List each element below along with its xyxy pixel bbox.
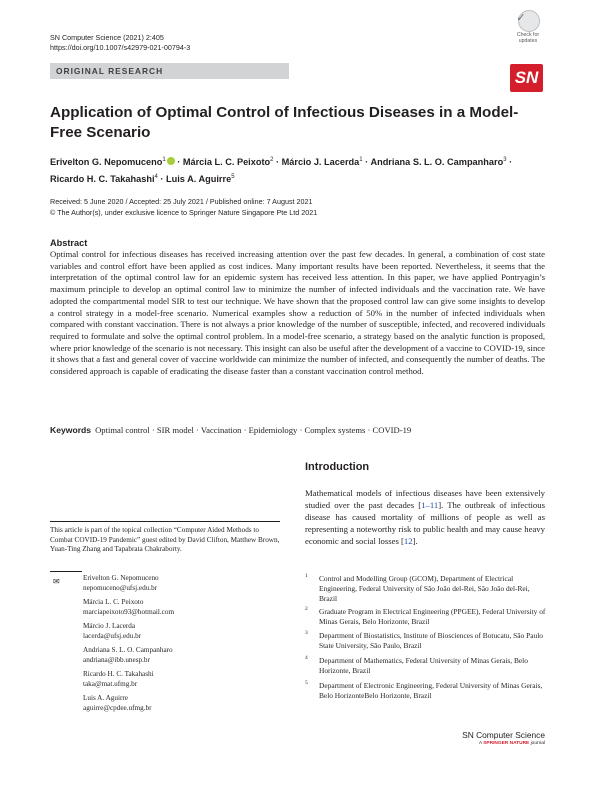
footer-journal-name: SN Computer Science xyxy=(462,730,545,740)
article-dates xyxy=(50,197,550,218)
intro-text-part: Mathematical models of infectious diseases have been extensively studied over the past decades [ xyxy=(305,488,545,510)
contact-name: Luis A. Aguirre xyxy=(83,694,128,702)
page-footer xyxy=(430,730,545,746)
publisher-prefix: A xyxy=(478,741,482,746)
author-affiliation-ref: 3 xyxy=(503,157,507,163)
affiliation-text: Graduate Program in Electrical Engineering (PPGEE), Federal University of Minas Gerais, Belo Horizonte, Brazil xyxy=(319,607,546,626)
author-affiliation-ref: 2 xyxy=(270,157,274,163)
author-affiliation-ref: 4 xyxy=(154,174,158,181)
author-separator: · xyxy=(506,157,513,168)
author-name[interactable]: Erivelton G. Nepomuceno xyxy=(50,157,163,168)
contact-name: Andriana S. L. O. Campanharo xyxy=(83,646,173,654)
divider xyxy=(50,571,82,572)
affiliation-text: Department of Mathematics, Federal University of Minas Gerais, Belo Horizonte, Brazil xyxy=(319,656,528,675)
checkmark-icon: ✓ xyxy=(516,12,526,24)
contact-email[interactable]: nepomuceno@ufsj.edu.br xyxy=(83,583,158,592)
doi-link[interactable]: https://doi.org/10.1007/s42979-021-00794-3 xyxy=(50,43,191,52)
publication-history: Received: 5 June 2020 / Accepted: 25 July 2021 / Published online: 7 August 2021 xyxy=(50,197,313,206)
introduction-text xyxy=(305,487,545,547)
copyright-line: © The Author(s), under exclusive licence to Springer Nature Singapore Pte Ltd 2021 xyxy=(50,207,318,217)
section-label-band xyxy=(50,63,289,79)
contact-entry xyxy=(83,574,159,593)
author-name[interactable]: Luis A. Aguirre xyxy=(166,174,232,185)
citation-link[interactable]: 1–11 xyxy=(421,500,439,510)
keywords-line xyxy=(50,425,550,435)
topical-collection-note: This article is part of the topical collection “Computer Aided Methods to Combat COVID-19 Pandemic” guest edited by David Clifton, Matthew Brown, Yuan-Ting Zhang and Tapabrata Chakraborty. xyxy=(50,521,280,555)
affiliation-text: Department of Biostatistics, Institute of Biosciences of Botucatu, São Paulo State University, São Paulo, Brazil xyxy=(319,631,543,650)
contact-name: Márcia L. C. Peixoto xyxy=(83,598,144,606)
affiliation-number: 1 xyxy=(305,573,308,579)
author-list xyxy=(50,153,550,187)
affiliation-number: 3 xyxy=(305,630,308,636)
springer-nature-logo: SPRINGER NATURE xyxy=(483,741,530,746)
contact-name: Erivelton G. Nepomuceno xyxy=(83,574,159,582)
contact-entry xyxy=(83,622,141,641)
author-separator: · xyxy=(362,157,371,168)
affiliation-text: Department of Electronic Engineering, Federal University of Minas Gerais, Belo HorizonteBelo Horizonte, Brazil xyxy=(319,681,543,700)
section-label: ORIGINAL RESEARCH xyxy=(56,66,164,76)
author-name[interactable]: Andriana S. L. O. Campanharo xyxy=(370,157,504,168)
author-name[interactable]: Márcia L. C. Peixoto xyxy=(182,157,271,168)
contact-email[interactable]: marciapeixoto93@hotmail.com xyxy=(83,607,175,616)
abstract-heading: Abstract xyxy=(50,238,88,248)
journal-citation: SN Computer Science (2021) 2:405 xyxy=(50,33,164,42)
author-name[interactable]: Márcio J. Lacerda xyxy=(281,157,360,168)
author-affiliation-ref: 1 xyxy=(359,157,363,163)
contact-email[interactable]: taka@mat.ufmg.br xyxy=(83,679,138,688)
footer-publisher xyxy=(430,741,545,746)
sn-journal-logo xyxy=(510,64,543,92)
introduction-heading: Introduction xyxy=(305,461,370,473)
contact-email[interactable]: andriana@ibb.unesp.br xyxy=(83,655,150,664)
intro-text-part: ]. The outbreak of infectious disease has caused mortality of millions of people as well as representing a noteworthy risk to public health and may cause heavy economic and social losses [ xyxy=(305,500,545,546)
author-separator: · xyxy=(157,174,167,185)
orcid-icon[interactable] xyxy=(167,157,175,165)
author-affiliation-ref: 1 xyxy=(162,157,166,163)
affiliation-text: Control and Modelling Group (GCOM), Department of Electrical Engineering, Federal University of São João del-Rei, São João del-Rei, Brazil xyxy=(319,574,530,603)
author-separator: · xyxy=(273,157,282,168)
contact-email[interactable]: lacerda@ufsj.edu.br xyxy=(83,631,142,640)
contact-entry xyxy=(83,694,151,713)
check-for-updates-label: Check for updates xyxy=(516,32,540,44)
citation-link[interactable]: 12 xyxy=(403,536,413,546)
intro-text-part: ]. xyxy=(412,536,418,546)
affiliation-number: 2 xyxy=(305,606,308,612)
abstract-text: Optimal control for infectious diseases has received increasing attention over the past few decades. In general, a combination of cost state variables and control effort have been applied as cost indices. Many important results have been reported. Nevertheless, it seems that the interpretation of the optimal control law for an epidemic system has received less attention. In this paper, we have applied Pontryagin’s maximum principle to develop an optimal control law to minimize the number of infected individuals and the vaccination rate. We have adopted the compartmental model SIR to test our technique. We have shown that the proposed control law can give some insights to develop a control strategy in a model-free scenario. Numerical examples show a reduction of 50% in the number of infected individuals when compared with constant vaccination. There is not always a prior knowledge of the number of susceptible, infected, and recovered individuals required to formulate and solve the optimal control problem. In a model-free scenario, a strategy based on the analytic function is proposed, where prior knowledge of the scenario is not necessary. This insight can also be useful after the development of a vaccine to COVID-19, since it shows that a fast and general cover of vaccine worldwide can minimize the number of infected, and consequently the number of deaths. The considered approach is capable of eradicating the disease faster than a constant vaccination control method. xyxy=(50,249,545,377)
author-separator: · xyxy=(174,157,183,168)
keywords-label: Keywords xyxy=(50,425,92,435)
contact-email[interactable]: aguirre@cpdee.ufmg.br xyxy=(83,703,152,712)
check-for-updates-badge[interactable] xyxy=(510,10,546,54)
paper-title: Application of Optimal Control of Infectious Diseases in a Model-Free Scenario xyxy=(50,104,519,141)
keywords-text: Optimal control · SIR model · Vaccination · Epidemiology · Complex systems · COVID-19 xyxy=(95,425,412,435)
contact-entry xyxy=(83,670,154,689)
affiliation-number: 4 xyxy=(305,655,308,661)
sn-logo-text: SN xyxy=(514,68,539,87)
affiliation-number: 5 xyxy=(305,680,308,686)
envelope-icon: ✉ xyxy=(53,577,60,586)
author-affiliation-ref: 5 xyxy=(231,174,235,181)
contact-name: Ricardo H. C. Takahashi xyxy=(83,670,154,678)
contact-entry xyxy=(83,646,173,665)
contact-entry xyxy=(83,598,174,617)
contact-name: Márcio J. Lacerda xyxy=(83,622,136,630)
author-name[interactable]: Ricardo H. C. Takahashi xyxy=(50,174,155,185)
publisher-suffix: journal xyxy=(530,741,545,746)
